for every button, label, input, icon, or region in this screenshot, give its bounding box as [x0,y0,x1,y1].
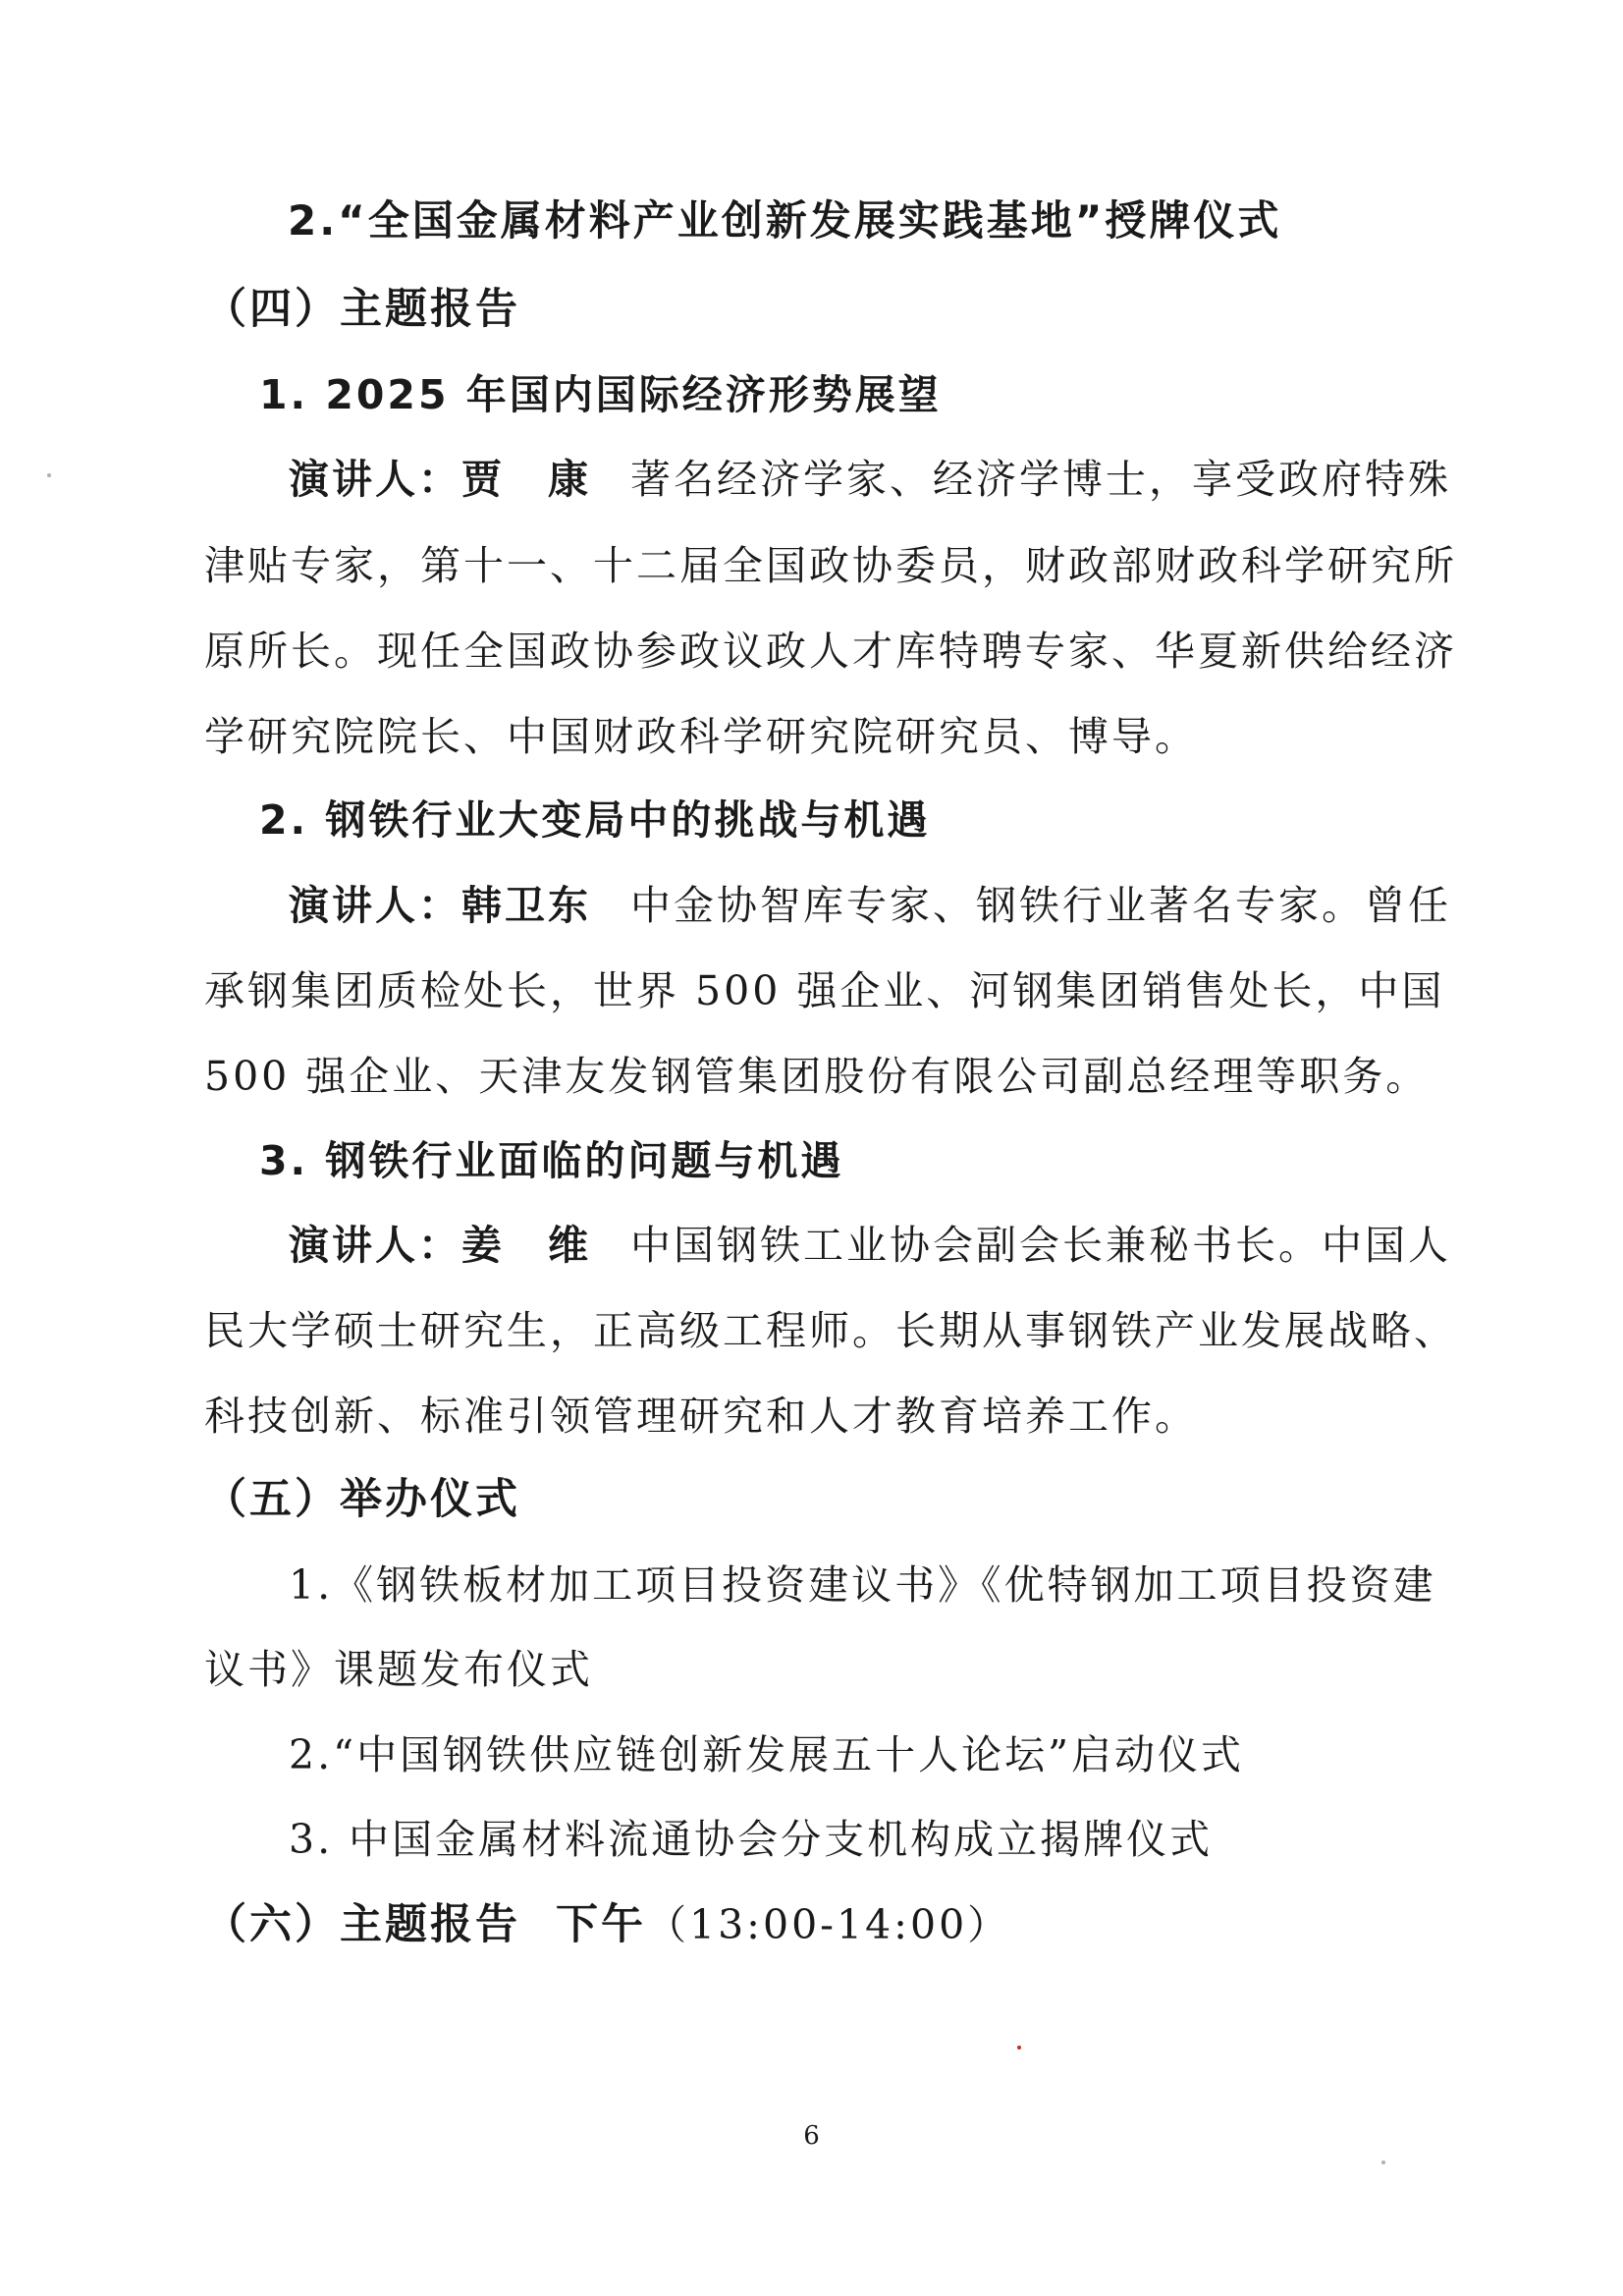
report-2-bio-line: 承钢集团质检处长，世界 500 强企业、河钢集团销售处长，中国 [204,967,1445,1014]
section-4-heading: （四）主题报告 [204,285,520,334]
speaker-bio-line: 中国钢铁工业协会副会长兼秘书长。中国人 [630,1222,1451,1269]
speaker-label: 演讲人： [289,882,461,929]
report-2-title: 2. 钢铁行业大变局中的挑战与机遇 [259,796,931,844]
scan-speck [47,473,51,477]
report-3-bio-line: 科技创新、标准引领管理研究和人才教育培养工作。 [204,1393,1198,1440]
speaker-name: 韩卫东 [461,882,591,929]
report-1-bio-line: 原所长。现任全国政协参政议政人才库特聘专家、华夏新供给经济 [204,628,1457,675]
report-1-bio-line: 津贴专家，第十一、十二届全国政协委员，财政部财政科学研究所 [204,542,1457,589]
ceremony-1-line: 1.《钢铁板材加工项目投资建议书》《优特钢加工项目投资建 [289,1561,1436,1609]
speaker-name: 贾 康 [461,456,591,503]
report-3-bio-line: 民大学硕士研究生，正高级工程师。长期从事钢铁产业发展战略、 [204,1307,1457,1354]
section-6-heading: （六）主题报告 [204,1900,520,1949]
ceremony-item-heading: 2.“全国金属材料产业创新发展实践基地”授牌仪式 [288,196,1282,245]
report-2-speaker-line [289,876,1451,935]
scan-speck [1017,2046,1021,2050]
speaker-bio-line: 著名经济学家、经济学博士，享受政府特殊 [630,456,1451,503]
report-1-bio-line: 学研究院院长、中国财政科学研究院研究员、博导。 [204,713,1198,760]
ceremony-3-line: 3. 中国金属材料流通协会分支机构成立揭牌仪式 [289,1816,1214,1863]
report-3-title: 3. 钢铁行业面临的问题与机遇 [259,1137,844,1184]
section-6-time-range: （13:00-14:00） [646,1901,1011,1948]
speaker-label: 演讲人： [289,1222,461,1269]
section-6-time-label: 下午 [556,1900,646,1949]
ceremony-1-line: 议书》课题发布仪式 [204,1646,593,1693]
section-5-heading: （五）举办仪式 [204,1475,520,1524]
report-1-title: 1. 2025 年国内国际经济形势展望 [259,371,942,418]
ceremony-2-line: 2.“中国钢铁供应链创新发展五十人论坛”启动仪式 [289,1731,1245,1778]
report-3-speaker-line [289,1216,1451,1275]
speaker-label: 演讲人： [289,456,461,503]
page-number: 6 [803,2121,820,2151]
scan-speck [1381,2160,1385,2164]
section-6-line [204,1895,1010,1954]
speaker-bio-line: 中金协智库专家、钢铁行业著名专家。曾任 [630,882,1451,929]
report-1-speaker-line [289,450,1451,509]
report-2-bio-line: 500 强企业、天津友发钢管集团股份有限公司副总经理等职务。 [204,1053,1430,1100]
speaker-name: 姜 维 [461,1222,591,1269]
